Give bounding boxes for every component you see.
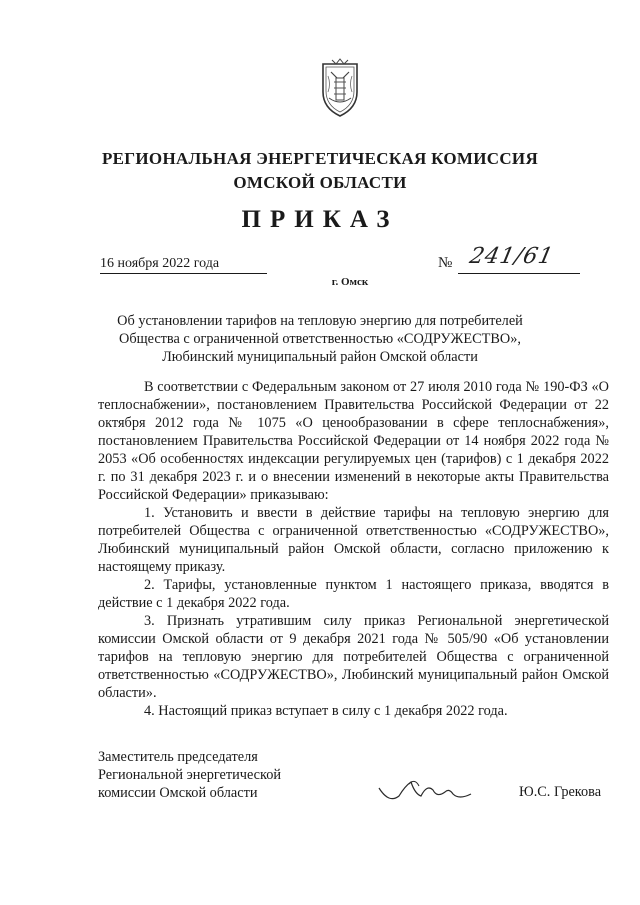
document-subject xyxy=(100,312,540,366)
organization-region: ОМСКОЙ ОБЛАСТИ xyxy=(233,173,407,192)
signatory-position-line: Заместитель председателя xyxy=(98,749,258,765)
document-number-label: № xyxy=(438,255,453,271)
clause-paragraph-1: 1. Установить и ввести в действие тарифы на тепловую энергию для потребителей Общества с ограниченной ответственностью «СОДРУЖЕСТВО», Любинский муниципальный район Омской области, согласно приложению к настоящему приказу. xyxy=(98,505,609,575)
organization-name: РЕГИОНАЛЬНАЯ ЭНЕРГЕТИЧЕСКАЯ КОМИССИЯ xyxy=(101,149,539,168)
preamble-paragraph: В соответствии с Федеральным законом от 27 июля 2010 года № 190-ФЗ «О теплоснабжении», постановлением Правительства Российской Федерации от 22 октября 2012 года № 1075 «О ценообразовании в сфере теплоснабжения», постановлением Правительства Российской Федерации от 14 ноября 2022 года № 2053 «Об особенностях индексации регулируемых цен (тарифов) с 1 декабря 2022 г. по 31 декабря 2023 г. и о внесении изменений в некоторые акты Правительства Российской Федерации» приказываю: xyxy=(98,379,609,503)
document-date: 16 ноября 2022 года xyxy=(100,256,267,274)
subject-line: Об установлении тарифов на тепловую энергию для потребителей xyxy=(117,313,523,329)
document-number-underline xyxy=(458,273,580,274)
coat-of-arms-emblem xyxy=(317,58,363,120)
document-number: 241/61 xyxy=(467,244,557,269)
handwritten-signature xyxy=(375,774,475,808)
signatory-position-line: комиссии Омской области xyxy=(98,785,258,801)
subject-line: Любинский муниципальный район Омской области xyxy=(162,349,478,365)
document-city: г. Омск xyxy=(331,276,369,288)
clause-paragraph-4: 4. Настоящий приказ вступает в силу с 1 декабря 2022 года. xyxy=(144,703,508,719)
signatory-position xyxy=(98,748,281,802)
document-body xyxy=(98,378,609,720)
signatory-name: Ю.С. Грекова xyxy=(519,784,602,800)
document-title: ПРИКАЗ xyxy=(241,206,399,233)
clause-paragraph-2: 2. Тарифы, установленные пунктом 1 настоящего приказа, вводятся в действие с 1 декабря 2022 года. xyxy=(98,577,609,611)
signatory-position-line: Региональной энергетической xyxy=(98,767,282,783)
clause-paragraph-3: 3. Признать утратившим силу приказ Региональной энергетической комиссии Омской области от 9 декабря 2021 года № 505/90 «Об установлении тарифов на тепловую энергию для потребителей Общества с ограниченной ответственностью «СОДРУЖЕСТВО», Любинский муниципальный район Омской области». xyxy=(98,613,609,701)
subject-line: Общества с ограниченной ответственностью «СОДРУЖЕСТВО», xyxy=(119,331,521,347)
